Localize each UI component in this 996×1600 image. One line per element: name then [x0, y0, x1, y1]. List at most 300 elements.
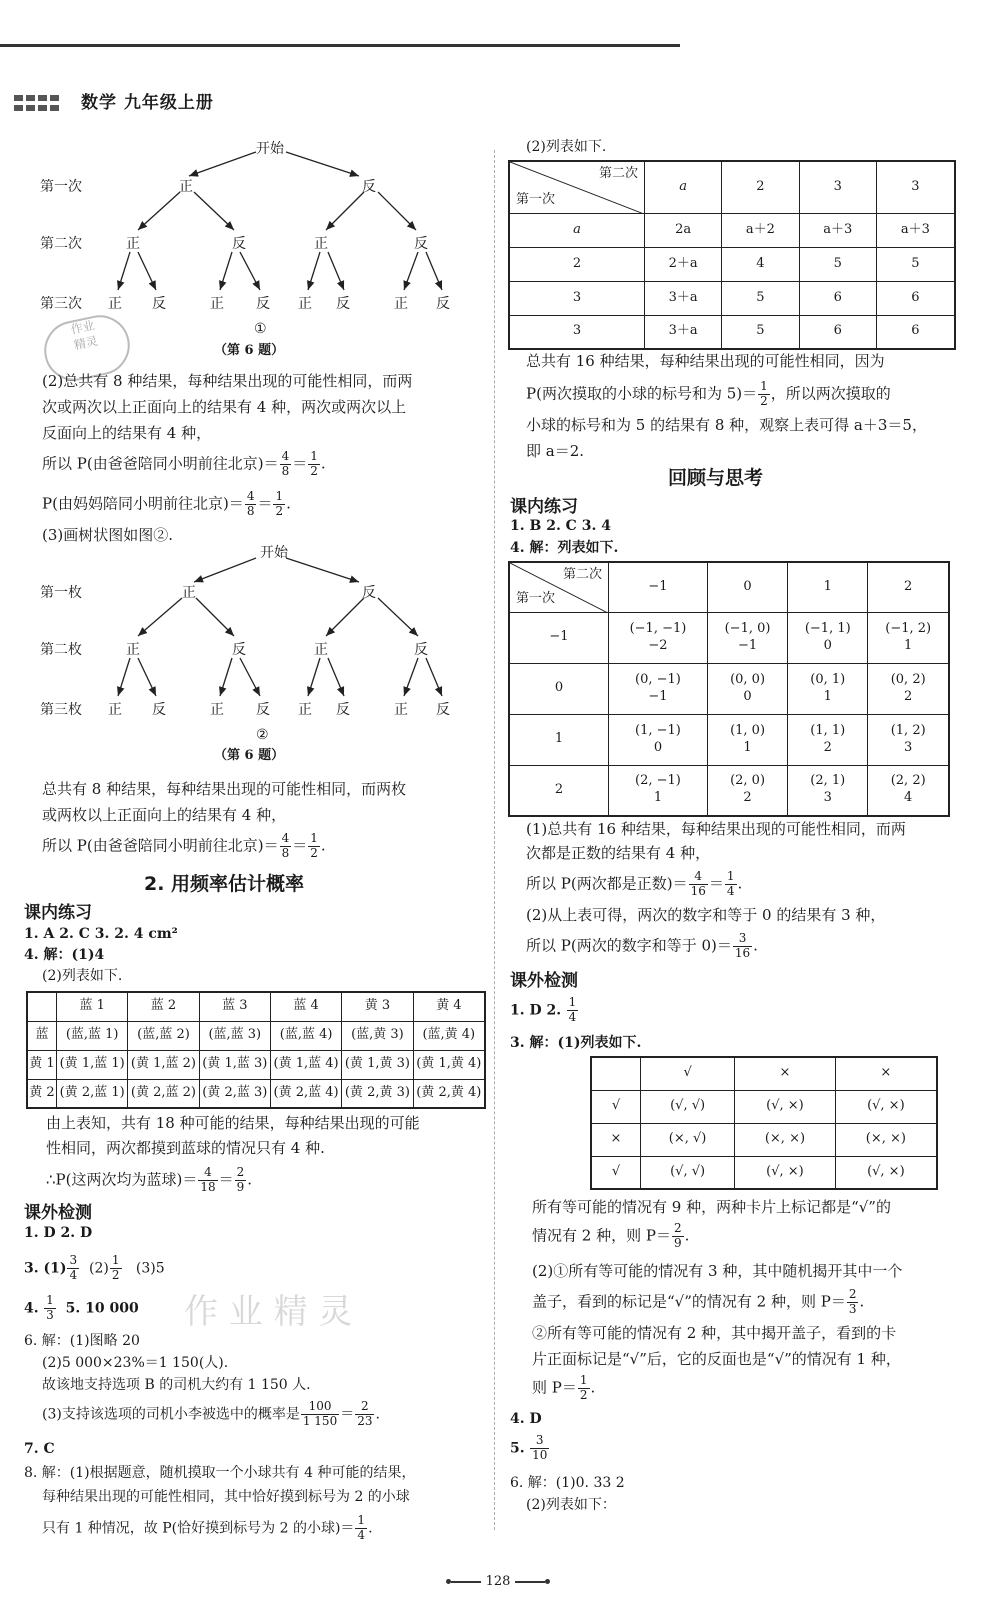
text-span: (3)5 [135, 1260, 165, 1277]
prob-line [526, 870, 742, 899]
table-cell: (黄 1,蓝 3) [199, 1050, 270, 1079]
sum: 1 [743, 739, 752, 755]
table-row [509, 315, 955, 349]
fraction [578, 1374, 590, 1403]
table-cell: (√, √) [641, 1090, 735, 1123]
table-row [27, 1021, 485, 1050]
sum: 1 [904, 637, 913, 653]
period: . [375, 1406, 380, 1423]
table-header-cell: 黄 3 [342, 992, 413, 1021]
denominator: 18 [200, 1179, 216, 1194]
table-cell: (蓝,蓝 2) [128, 1021, 199, 1050]
text-span: 只有 1 种情况，故 P(恰好摸到标号为 2 的小球)＝ [42, 1520, 355, 1537]
table-header-row [509, 161, 955, 213]
table-cell [788, 663, 868, 714]
numerator: 3 [733, 932, 752, 947]
table-header-cell: 蓝 4 [270, 992, 341, 1021]
tree-2-leaf: 正 [210, 702, 224, 718]
pair: (−1, 0) [724, 620, 771, 636]
tree-2-caption: （第 6 题） [214, 748, 285, 763]
subsection-title: 课外检测 [24, 1203, 92, 1223]
denominator: 9 [673, 1235, 682, 1250]
denominator: 16 [734, 945, 751, 960]
pair: (0, −1) [635, 671, 681, 687]
tree-1-leaf: 反 [256, 296, 270, 312]
table-row [509, 213, 955, 247]
subsection-title: 课内练习 [24, 903, 92, 923]
fraction [308, 832, 320, 861]
table-cell: 2 [509, 247, 645, 281]
fraction [67, 1254, 79, 1283]
pair: (0, 0) [730, 671, 766, 687]
numerator: 4 [281, 449, 290, 463]
text-line: (2)从上表可得，两次的数字和等于 0 的结果有 3 种， [526, 906, 886, 924]
check-table [590, 1056, 938, 1190]
prob-line [532, 1374, 595, 1403]
text-line: (2)总共有 8 种结果，每种结果出现的可能性相同，而两 [42, 372, 413, 390]
watermark-text: 作 业 精 灵 [184, 1292, 353, 1332]
numerator: 4 [689, 870, 708, 885]
numerator: 1 [726, 869, 735, 883]
denominator: 3 [46, 1307, 54, 1322]
numerator: 2 [848, 1287, 857, 1301]
period: . [590, 1378, 596, 1397]
answer-line: 3. 解：(1)列表如下. [510, 1035, 642, 1051]
prob-line [532, 1222, 689, 1251]
table-cell: 6 [876, 315, 955, 349]
prob-line [42, 832, 326, 861]
pair: (−1, −1) [629, 620, 687, 636]
tree-1-level-3: 第三次 [40, 296, 82, 312]
table-cell [788, 612, 868, 663]
text-line: ②所有等可能的情况有 2 种，其中揭开盖子，看到的卡 [532, 1324, 897, 1342]
table-cell [868, 765, 949, 816]
table-cell: 2a [645, 213, 722, 247]
table-header-row [27, 992, 485, 1021]
table-cell [609, 765, 708, 816]
table-cell: (√, ×) [735, 1156, 836, 1189]
equals: ＝ [292, 454, 308, 473]
row-head: 0 [509, 663, 609, 714]
table-cell [788, 765, 868, 816]
tree-1-node: 正 [314, 236, 328, 252]
period: . [247, 1170, 253, 1189]
text-line: 即 a＝2. [526, 442, 585, 460]
tree-2-leaf: 正 [298, 702, 312, 718]
table-cell: (黄 1,黄 4) [413, 1050, 485, 1079]
text-span: 所以 P(两次都是正数)＝ [526, 874, 688, 893]
equals: ＝ [218, 1170, 234, 1189]
table-cell: (蓝,黄 3) [342, 1021, 413, 1050]
tree-diagram-2 [34, 544, 484, 754]
denominator: 8 [281, 845, 290, 860]
table-cell: 6 [876, 281, 955, 315]
table-cell: 3 [509, 315, 645, 349]
numerator: 1 [357, 1513, 366, 1527]
text-line: 故该地支持选项 B 的司机大约有 1 150 人. [42, 1377, 311, 1393]
fraction [567, 996, 579, 1025]
table-row [591, 1090, 937, 1123]
tree-2-leaf: 反 [336, 702, 350, 718]
tree-2-leaf: 正 [394, 702, 408, 718]
table-cell: × [591, 1123, 641, 1156]
tree-1-node: 反 [362, 179, 376, 195]
answer-line [24, 1294, 139, 1323]
corner-bottom-label: 第一次 [516, 590, 556, 606]
table-row [27, 1050, 485, 1079]
prob-line [42, 450, 326, 479]
tree-2-mark: ② [256, 727, 269, 743]
text-span: 情况有 2 种，则 P＝ [532, 1226, 671, 1245]
sum: −1 [648, 688, 668, 704]
subsection-title: 课内练习 [510, 497, 578, 517]
numerator: 1 [46, 1293, 54, 1307]
table-row [591, 1123, 937, 1156]
sum: 4 [904, 790, 913, 806]
denominator: 8 [281, 463, 290, 478]
tree-1-leaf: 正 [210, 296, 224, 312]
table-cell: √ [591, 1156, 641, 1189]
numerator: 2 [673, 1221, 682, 1235]
table-cell: (蓝,蓝 4) [270, 1021, 341, 1050]
text-line: 或两枚以上正面向上的结果有 4 种， [42, 806, 287, 824]
table-cell: (√, ×) [835, 1090, 937, 1123]
text-span: (2) [89, 1260, 109, 1277]
period: . [286, 494, 291, 513]
table-cell: a [509, 213, 645, 247]
table-header-cell: 黄 4 [413, 992, 485, 1021]
denominator: 8 [246, 503, 255, 518]
table-cell: (黄 1,黄 3) [342, 1050, 413, 1079]
answer-line: 4. 解：(1)4 [24, 947, 105, 963]
period: . [737, 874, 743, 893]
fraction [308, 450, 320, 479]
numerator: 1 [111, 1253, 120, 1267]
text-span: (3)支持该选项的司机小李被选中的概率是 [42, 1406, 300, 1423]
fraction [847, 1288, 859, 1317]
text-line: (2)列表如下. [526, 139, 607, 155]
page-header [14, 92, 214, 114]
numerator: 1 [760, 379, 768, 393]
table-cell: (×, ×) [835, 1123, 937, 1156]
text-line: 总共有 8 种结果，每种结果出现的可能性相同，而两枚 [42, 780, 407, 798]
answer-line: 8. 解：(1)根据题意，随机摸取一个小球共有 4 种可能的结果， [24, 1465, 416, 1481]
fraction [758, 380, 770, 409]
tree-2-node: 反 [232, 642, 246, 658]
numerator: 1 [579, 1373, 588, 1387]
footer-dot [545, 1579, 550, 1584]
sum: 2 [823, 739, 832, 755]
text-line: (2)①所有等可能的情况有 3 种，其中随机揭开其中一个 [532, 1262, 903, 1280]
sum: 0 [743, 688, 752, 704]
table-cell: (黄 2,蓝 3) [199, 1079, 270, 1108]
period: . [753, 936, 758, 955]
sum: 2 [904, 688, 913, 704]
answer-line: 1. D 2. D [24, 1225, 93, 1241]
table-cell: (×, √) [641, 1123, 735, 1156]
numerator: 4 [246, 489, 255, 503]
table-cell: 3 [509, 281, 645, 315]
table-header-cell: √ [641, 1057, 735, 1090]
subsection-title: 课外检测 [510, 971, 578, 991]
answer-line [510, 1434, 550, 1463]
sum: 1 [653, 790, 663, 806]
period: . [320, 454, 326, 473]
tree-2-leaf: 反 [436, 702, 450, 718]
table-header-cell: 3 [799, 161, 876, 213]
answer-line: 6. 解：(1)0. 33 2 [510, 1475, 625, 1491]
table-header-cell [591, 1057, 641, 1090]
table-header-row [509, 562, 949, 612]
sum: −2 [648, 637, 668, 653]
table-cell [707, 765, 787, 816]
pair: (2, 0) [730, 773, 766, 789]
fraction [725, 870, 737, 899]
text-span: 所以 P(两次的数字和等于 0)＝ [526, 936, 732, 955]
tree-1-level-2: 第二次 [40, 236, 82, 252]
section-title: 回顾与思考 [668, 467, 764, 489]
numerator: 3 [69, 1253, 78, 1267]
table-row [509, 765, 949, 816]
footer-rule [515, 1581, 545, 1583]
sum: −1 [737, 637, 758, 653]
prob-line [42, 1400, 380, 1429]
fraction [273, 490, 285, 519]
sum: 3 [904, 739, 913, 755]
table-cell: (黄 1,蓝 1) [57, 1050, 128, 1079]
answer-line: 1. A 2. C 3. 2. 4 cm² [24, 926, 178, 942]
table-cell: 4 [722, 247, 799, 281]
table-cell: 6 [799, 281, 876, 315]
header-title: 数学 九年级上册 [81, 93, 214, 113]
pair: (2, 1) [810, 773, 846, 789]
table-cell: 5 [722, 281, 799, 315]
table-cell: (×, ×) [735, 1123, 836, 1156]
text-span: 所以 P(由爸爸陪同小明前往北京)＝ [42, 454, 279, 473]
table-header-cell: −1 [609, 562, 708, 612]
denominator: 3 [848, 1301, 857, 1316]
answer-line [24, 1254, 165, 1283]
sum: 1 [823, 688, 832, 704]
answer-line: 7. C [24, 1441, 55, 1457]
pair: (2, 2) [890, 773, 926, 789]
table-cell: a＋3 [799, 213, 876, 247]
text-line: (1)总共有 16 种结果，每种结果出现的可能性相同，而两 [526, 820, 906, 838]
sum: 0 [653, 739, 663, 755]
table-cell: (黄 2,蓝 4) [270, 1079, 341, 1108]
column-divider [494, 150, 495, 1530]
text-span: 5. [510, 1440, 525, 1457]
pair: (−1, 2) [885, 620, 932, 636]
equals: ＝ [708, 874, 724, 893]
table-cell: 5 [876, 247, 955, 281]
table-row [509, 612, 949, 663]
table-cell: (黄 1,蓝 2) [128, 1050, 199, 1079]
tree-2-level-1: 第一枚 [40, 585, 82, 601]
fraction [198, 1166, 217, 1195]
numerator: 2 [236, 1165, 245, 1179]
table-cell [868, 663, 949, 714]
sum: 0 [823, 637, 832, 653]
tree-2-node: 反 [362, 585, 376, 601]
denominator: 9 [236, 1179, 245, 1194]
text-span: 4. [24, 1300, 39, 1317]
section-title: 2. 用频率估计概率 [144, 873, 305, 895]
table-cell: (黄 2,黄 3) [342, 1079, 413, 1108]
fraction [44, 1294, 56, 1323]
denominator: 23 [357, 1413, 373, 1428]
tree-2-leaf: 反 [256, 702, 270, 718]
numerator: 2 [355, 1400, 374, 1415]
period: . [320, 836, 326, 855]
table-cell: √ [591, 1090, 641, 1123]
tree-2-level-2: 第二枚 [40, 642, 82, 658]
table-cell: 黄 2 [27, 1079, 57, 1108]
tree-1-node: 反 [232, 236, 246, 252]
table-cell: (蓝,蓝 3) [199, 1021, 270, 1050]
table-cell [788, 714, 868, 765]
fraction [280, 832, 292, 861]
footer-rule [451, 1581, 481, 1583]
text-span: 1. D 2. [510, 1002, 562, 1019]
tree-1-leaf: 正 [298, 296, 312, 312]
fraction [733, 932, 752, 961]
text-line: 小球的标号和为 5 的结果有 8 种，观察上表可得 a＋3＝5， [526, 416, 927, 434]
tree-1-leaf: 反 [152, 296, 166, 312]
table-cell [707, 714, 787, 765]
prob-line [526, 380, 891, 409]
tree-1-node: 反 [414, 236, 428, 252]
tree-2-leaf: 反 [152, 702, 166, 718]
pair: (0, 1) [810, 671, 846, 687]
table-row [509, 714, 949, 765]
fraction [110, 1254, 122, 1283]
table-cell: (√, √) [641, 1156, 735, 1189]
numerator: 4 [281, 831, 290, 845]
table-cell: (黄 2,黄 4) [413, 1079, 485, 1108]
table-header-cell: × [735, 1057, 836, 1090]
text-span: 3. (1) [24, 1260, 67, 1277]
prob-line [526, 932, 758, 961]
table-cell: (√, ×) [735, 1090, 836, 1123]
denominator: 2 [760, 393, 768, 408]
table-row [591, 1156, 937, 1189]
text-line: 片正面标记是“√”后，它的反面也是“√”的情况有 1 种， [532, 1350, 901, 1368]
numerator: 4 [198, 1166, 217, 1181]
ball-table [26, 991, 486, 1109]
pair: (2, −1) [635, 773, 681, 789]
pair: (1, 0) [730, 722, 766, 738]
a-table [508, 160, 956, 350]
page-footer [428, 1574, 568, 1591]
numerator: 1 [275, 489, 284, 503]
corner-bottom-label: 第一次 [516, 191, 556, 207]
denominator: 1 150 [302, 1413, 338, 1428]
text-line: 反面向上的结果有 4 种， [42, 424, 212, 442]
text-line: 每种结果出现的可能性相同，其中恰好摸到标号为 2 的小球 [42, 1489, 410, 1505]
text-span: P(由妈妈陪同小明前往北京)＝ [42, 494, 244, 513]
table-cell: 黄 1 [27, 1050, 57, 1079]
text-line: 由上表知，共有 18 种可能的结果，每种结果出现的可能 [46, 1114, 420, 1132]
text-line: (2)列表如下. [42, 968, 123, 984]
table-cell: 5 [722, 315, 799, 349]
pair: (−1, 1) [804, 620, 851, 636]
denominator: 4 [568, 1009, 577, 1024]
table-cell: (√, ×) [835, 1156, 937, 1189]
period: . [859, 1292, 865, 1311]
row-head: 2 [509, 765, 609, 816]
period: . [368, 1520, 373, 1537]
denominator: 2 [579, 1387, 588, 1402]
text-line: 所有等可能的情况有 9 种，两种卡片上标记都是“√”的 [532, 1198, 891, 1216]
text-line: 总共有 16 种结果，每种结果出现的可能性相同，因为 [526, 352, 885, 370]
table-header-cell: 3 [876, 161, 955, 213]
table-cell [868, 714, 949, 765]
fraction [530, 1434, 549, 1463]
table-header-cell: a [645, 161, 722, 213]
table-cell: 6 [799, 315, 876, 349]
corner-top-label: 第二次 [562, 567, 602, 582]
pair: (1, 1) [810, 722, 846, 738]
denominator: 2 [310, 845, 318, 860]
text-span: 5. 10 000 [65, 1300, 139, 1317]
denominator: 16 [690, 883, 706, 898]
fraction [280, 450, 292, 479]
tree-1-leaf: 反 [436, 296, 450, 312]
table-cell: (黄 2,蓝 1) [57, 1079, 128, 1108]
table-cell: a＋3 [876, 213, 955, 247]
table-cell: (蓝,蓝 1) [57, 1021, 128, 1050]
table-header-cell: 蓝 3 [199, 992, 270, 1021]
tree-1-node: 正 [179, 179, 193, 195]
table-cell: (蓝,黄 4) [413, 1021, 485, 1050]
table-cell: 蓝 [27, 1021, 57, 1050]
table-cell: a＋2 [722, 213, 799, 247]
table-cell: (黄 2,蓝 2) [128, 1079, 199, 1108]
table-cell [609, 663, 708, 714]
table-header-cell: 蓝 1 [57, 992, 128, 1021]
text-span: 盖子，看到的标记是“√”的情况有 2 种，则 P＝ [532, 1292, 846, 1311]
equals: ＝ [257, 494, 273, 513]
answer-line: 1. B 2. C 3. 4 [510, 518, 611, 534]
text-span: P(两次摸取的小球的标号和为 5)＝ [526, 384, 758, 403]
table-row [27, 1079, 485, 1108]
table-header-row [591, 1057, 937, 1090]
fraction [301, 1400, 339, 1429]
text-line: 次都是正数的结果有 4 种， [526, 844, 711, 862]
row-head: −1 [509, 612, 609, 663]
text-line: (3)画树状图如图②. [42, 526, 174, 544]
sum: 3 [823, 790, 832, 806]
prob-line [42, 1514, 373, 1543]
table-cell: (黄 1,蓝 4) [270, 1050, 341, 1079]
tree-1-leaf: 反 [336, 296, 350, 312]
text-span: 所以 P(由爸爸陪同小明前往北京)＝ [42, 836, 279, 855]
tree-1-node: 正 [126, 236, 140, 252]
denominator: 2 [275, 503, 284, 518]
numerator: 1 [310, 449, 318, 463]
fraction [245, 490, 257, 519]
answer-line: 6. 解：(1)图略 20 [24, 1333, 140, 1349]
table-cell [868, 612, 949, 663]
numerator: 3 [530, 1434, 549, 1449]
fraction [235, 1166, 247, 1195]
table-header-cell [27, 992, 57, 1021]
tree-1-mark: ① [254, 321, 267, 337]
table-row [509, 281, 955, 315]
answer-line: 4. 解：列表如下. [510, 540, 619, 556]
table-cell: 3＋a [645, 315, 722, 349]
